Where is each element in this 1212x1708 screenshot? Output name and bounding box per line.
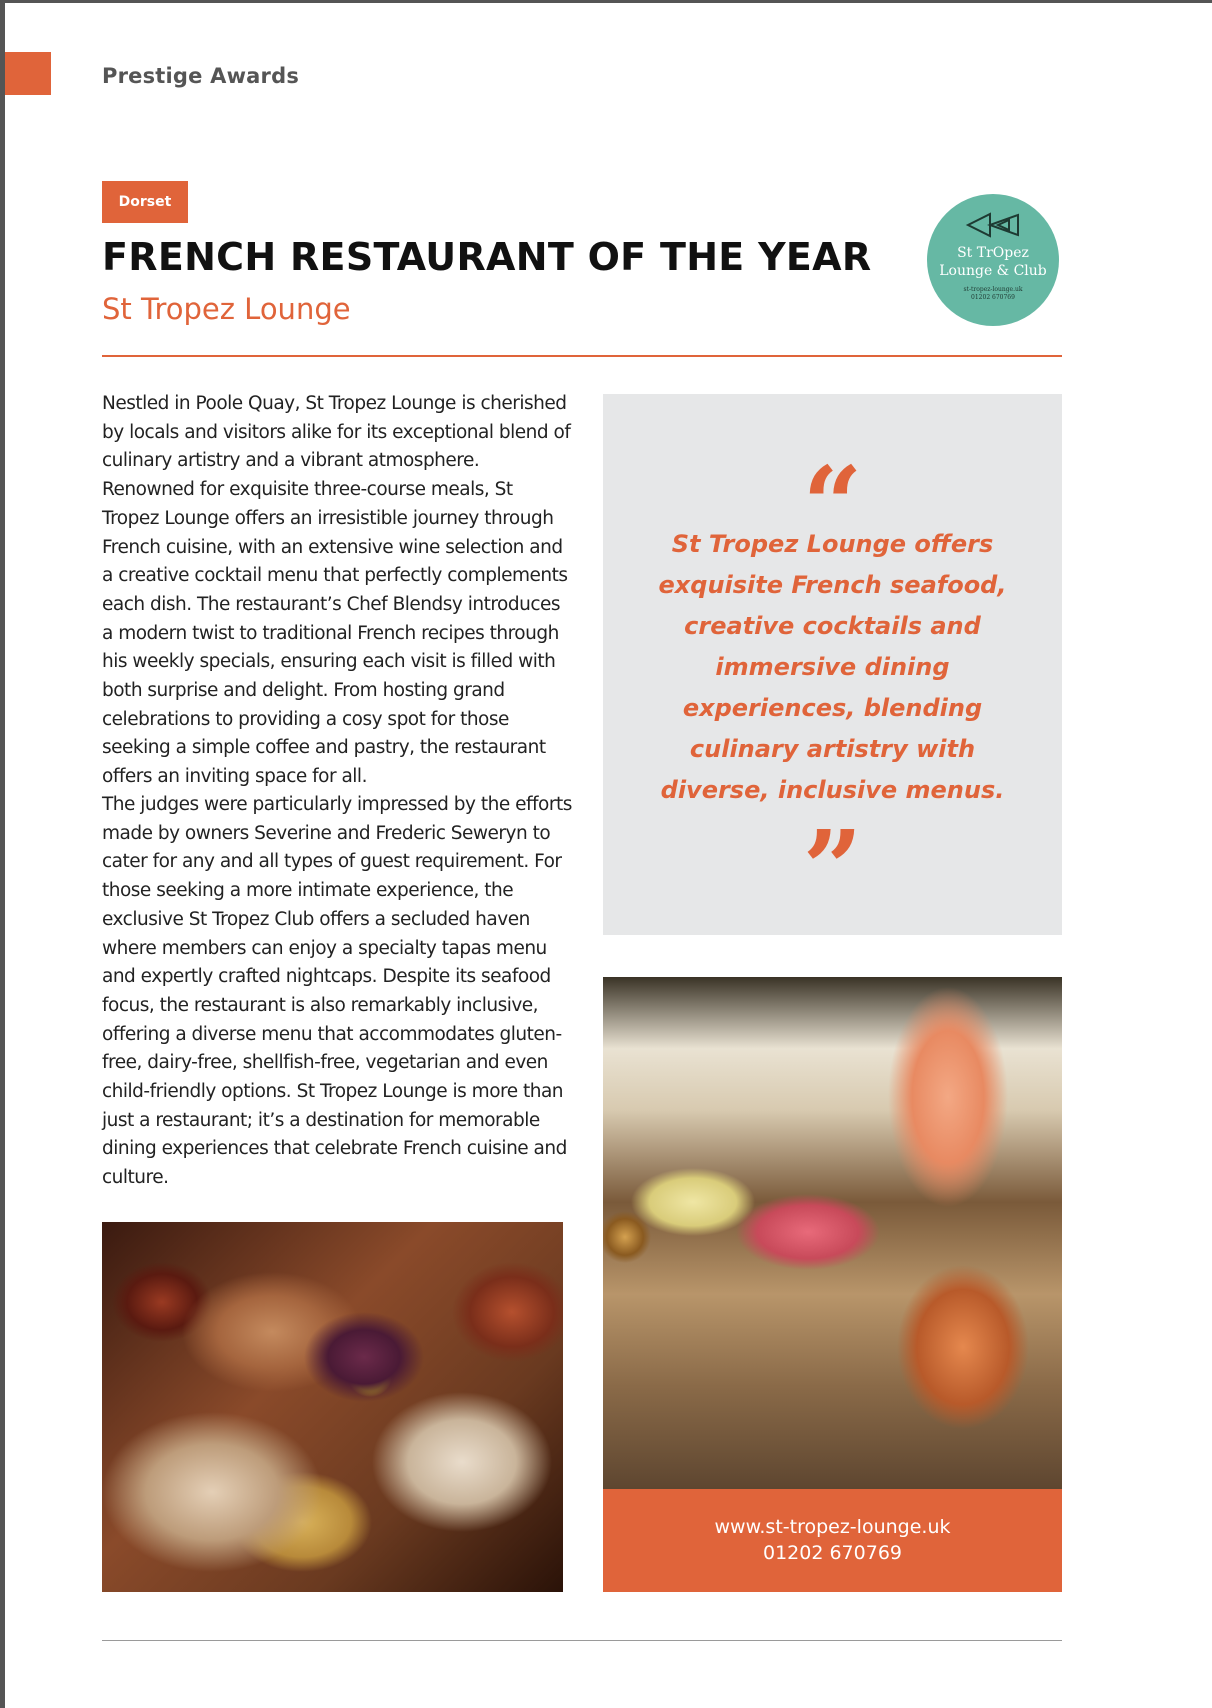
contact-box	[603, 1489, 1062, 1592]
pull-quote-box	[603, 394, 1062, 935]
corner-accent-tab	[5, 52, 51, 95]
close-quote-icon: ”	[802, 807, 863, 930]
winner-name: St Tropez Lounge	[102, 292, 351, 326]
phone-number: 01202 670769	[762, 1542, 902, 1564]
cocktails-photo	[603, 977, 1062, 1489]
restaurant-logo	[927, 194, 1059, 326]
section-label: Prestige Awards	[102, 64, 300, 88]
logo-phone: 01202 670769	[971, 294, 1015, 301]
footer-divider	[102, 1640, 1062, 1641]
magazine-page	[5, 3, 1212, 1708]
logo-line-1: St TrOpez	[957, 245, 1029, 261]
logo-name	[927, 244, 1059, 280]
logo-line-2: Lounge & Club	[939, 263, 1047, 279]
logo-url: st-tropez-lounge.uk	[963, 286, 1023, 293]
header-divider	[102, 355, 1062, 357]
website-link[interactable]: www.st-tropez-lounge.uk	[714, 1516, 951, 1538]
article-paragraph-2: The judges were particularly impressed by the efforts made by owners Severine and Frederic Seweryn to cater for any and all types of guest requirement. For those seeking a more intimate experience, the exclusive St Tropez Club offers a secluded haven where members can enjoy a specialty tapas menu and expertly crafted nightcaps. Despite its seafood focus, the restaurant is also remarkably inclusive, offering a diverse menu that accommodates gluten-free, dairy-free, shellfish-free, vegetarian and even child-friendly options. St Tropez Lounge is more than just a restaurant; it’s a destination for memorable dining experiences that celebrate French cuisine and culture.	[102, 794, 572, 1189]
award-title: FRENCH RESTAURANT OF THE YEAR	[102, 235, 872, 279]
fish-icon	[965, 211, 1021, 239]
open-quote-icon: “	[802, 443, 863, 566]
pull-quote-text: St Tropez Lounge offers exquisite French seafood, creative cocktails and immersive dining experiences, blending culinary artistry with diverse, inclusive menus.	[658, 530, 1007, 804]
seafood-dish-photo	[102, 1222, 563, 1592]
article-paragraph-1: Nestled in Poole Quay, St Tropez Lounge is cherished by locals and visitors alike for its exceptional blend of culinary artistry and a vibrant atmosphere. Renowned for exquisite three-course meals, St Tropez Lounge offers an irresistible journey through French cuisine, with an extensive wine selection and a creative cocktail menu that perfectly complements each dish. The restaurant’s Chef Blendsy introduces a modern twist to traditional French recipes through his weekly specials, ensuring each visit is filled with both surprise and delight. From hosting grand celebrations to providing a cosy spot for those seeking a simple coffee and pastry, the restaurant offers an inviting space for all.	[102, 393, 571, 788]
region-badge: Dorset	[102, 181, 188, 223]
logo-contact	[927, 286, 1059, 302]
